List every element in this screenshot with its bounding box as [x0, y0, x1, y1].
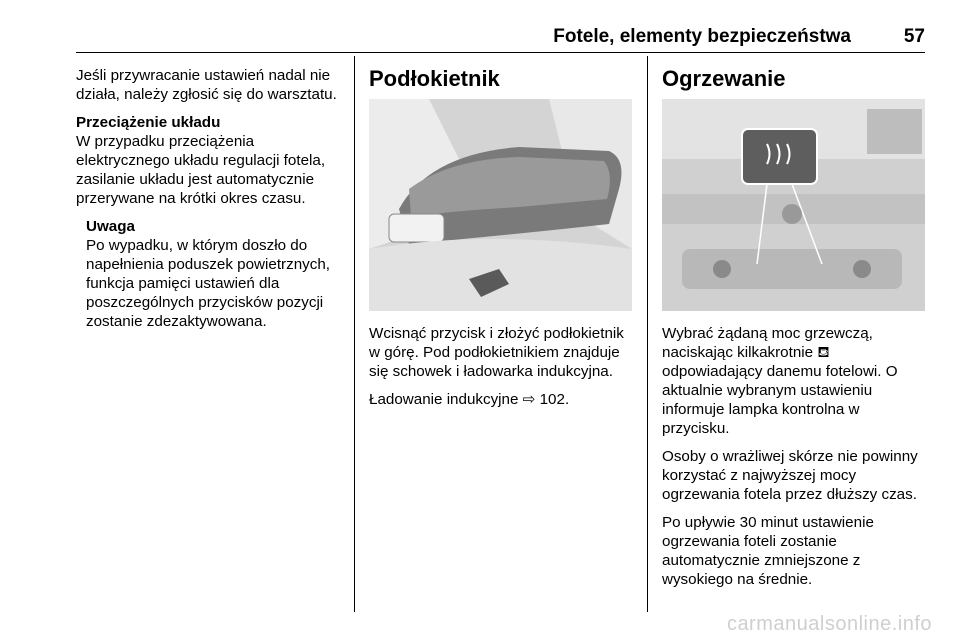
- column-left: [76, 66, 346, 340]
- column-divider-2: [647, 56, 648, 612]
- heating-paragraph-3: Po upływie 30 minut ustawienie ogrzewania foteli zostanie automatycznie zmniejszone z wysokiego na średnie.: [662, 514, 874, 588]
- heating-paragraph-2: Osoby o wrażliwej skórze nie powinny korzystać z najwyższej mocy ogrzewania fotela przez dłuższy czas.: [662, 448, 918, 503]
- note-box: [86, 217, 346, 331]
- paragraph-overload: W przypadku przeciążenia elektrycznego układu regulacji fotela, zasilanie układu jest automatycznie przerywane na krótki okres czasu.: [76, 133, 326, 207]
- armrest-paragraph-2: Ładowanie indukcyjne ⇨ 102.: [369, 391, 570, 408]
- header-title: Fotele, elementy bezpieczeństwa: [553, 26, 851, 47]
- overload-title: Przeciążenie układu: [76, 114, 221, 131]
- armrest-text: [369, 324, 634, 418]
- heating-illustration: [662, 99, 925, 311]
- paragraph-reset: Jeśli przywracanie ustawień nadal nie działa, należy zgłosić się do warsztatu.: [76, 67, 337, 103]
- header-rule: [76, 52, 925, 53]
- column-divider-1: [354, 56, 355, 612]
- heating-paragraph-1: Wybrać żądaną moc grzewczą, naciskając kilkakrotnie ⛾ odpowiadający danemu fotelowi. O aktualnie wybranym ustawieniu informuje lampka kontrolna w przycisku.: [662, 325, 898, 437]
- armrest-illustration: [369, 99, 632, 311]
- page-header: [76, 26, 925, 52]
- armrest-paragraph-1: Wcisnąć przycisk i złożyć podłokietnik w górę. Pod podłokietnikiem znajduje się schowek i ładowarka indukcyjna.: [369, 325, 624, 380]
- heating-title: Ogrzewanie: [662, 66, 786, 91]
- note-text: Po wypadku, w którym doszło do napełnienia poduszek powietrznych, funkcja pamięci ustawień dla poszczególnych przycisków pozycji zostanie zdezaktywowana.: [86, 237, 331, 330]
- page-number: 57: [903, 26, 925, 47]
- heating-text: [662, 324, 927, 598]
- note-title: Uwaga: [86, 218, 135, 235]
- armrest-title: Podłokietnik: [369, 66, 500, 91]
- watermark: carmanualsonline.info: [726, 613, 932, 635]
